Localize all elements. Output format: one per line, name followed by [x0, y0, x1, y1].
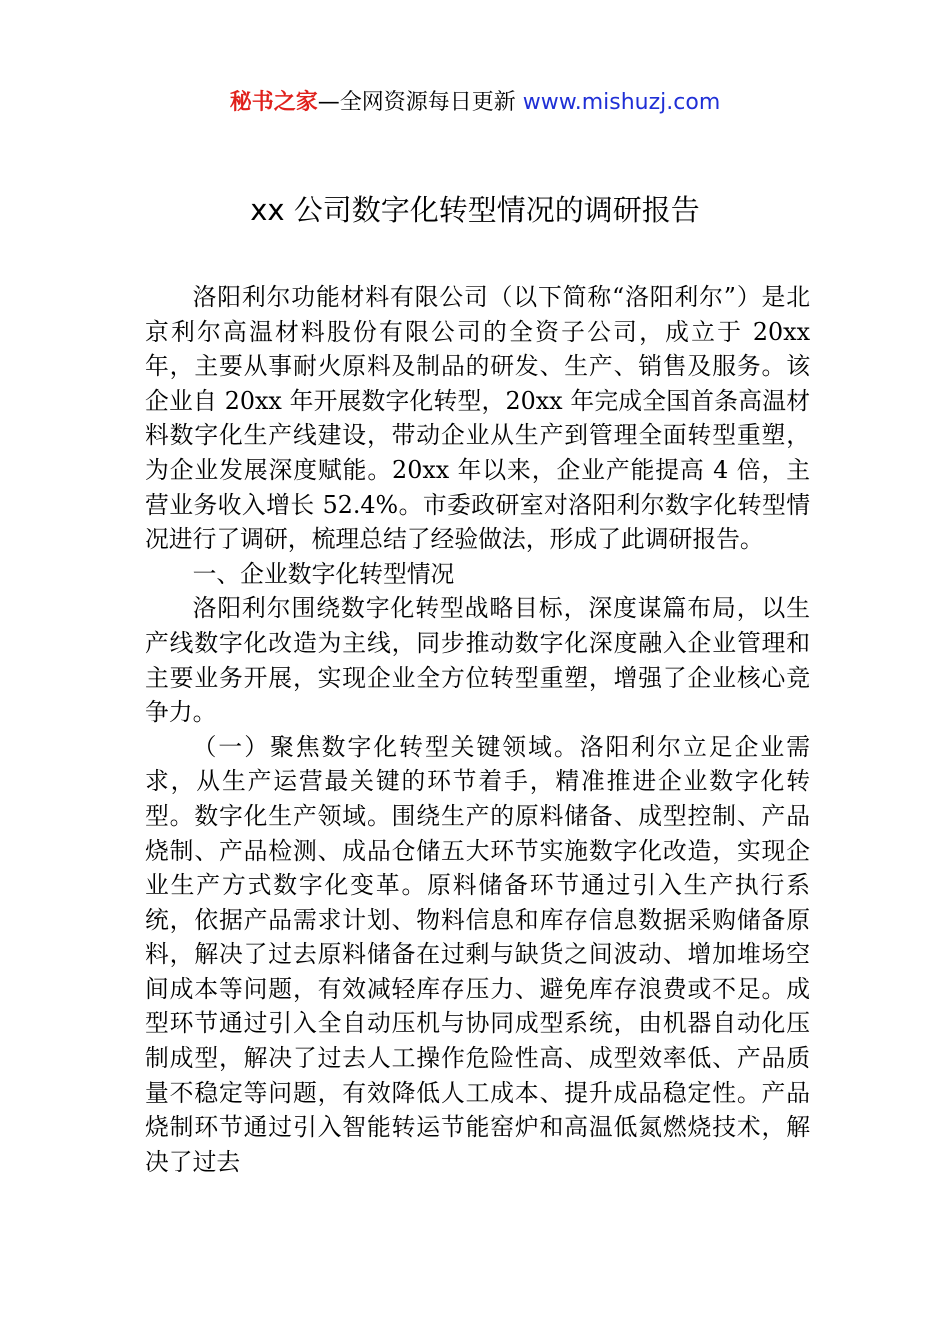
header-tagline: —全网资源每日更新: [317, 90, 523, 115]
paragraph-key-areas: （一）聚焦数字化转型关键领域。洛阳利尔立足企业需求，从生产运营最关键的环节着手，精准推进企业数字化转型。数字化生产领域。围绕生产的原料储备、成型控制、产品烧制、产品检测、成品仓储五大环节实施数字化改造，实现企业生产方式数字化变革。原料储备环节通过引入生产执行系统，依据产品需求计划、物料信息和库存信息数据采购储备原料，解决了过去原料储备在过剩与缺货之间波动、增加堆场空间成本等问题，有效减轻库存压力、避免库存浪费或不足。成型环节通过引入全自动压机与协同成型系统，由机器自动化压制成型，解决了过去人工操作危险性高、成型效率低、产品质量不稳定等问题，有效降低人工成本、提升成品稳定性。产品烧制环节通过引入智能转运节能窑炉和高温低氮燃烧技术，解决了过去: [145, 732, 810, 1176]
document-title: xx 公司数字化转型情况的调研报告: [250, 193, 700, 227]
paragraph-overview: 洛阳利尔围绕数字化转型战略目标，深度谋篇布局，以生产线数字化改造为主线，同步推动数字化深度融入企业管理和主要业务开展，实现企业全方位转型重塑，增强了企业核心竞争力。: [145, 594, 810, 727]
section-heading-1: 一、企业数字化转型情况: [192, 559, 455, 588]
brand-name: 秘书之家: [229, 90, 318, 115]
site-url-link[interactable]: www.mishuzj.com: [522, 90, 721, 115]
paragraph-intro: 洛阳利尔功能材料有限公司（以下简称“洛阳利尔”）是北京利尔高温材料股份有限公司的全资子公司，成立于 20xx 年，主要从事耐火原料及制品的研发、生产、销售及服务。该企业自 20xx 年开展数字化转型，20xx 年完成全国首条高温材料数字化生产线建设，带动企业从生产到管理全面转型重塑，为企业发展深度赋能。20xx 年以来，企业产能提高 4 倍，主营业务收入增长 52.4%。市委政研室对洛阳利尔数字化转型情况进行了调研，梳理总结了经验做法，形成了此调研报告。: [145, 283, 810, 554]
site-header: [0, 86, 950, 120]
document-body: [145, 280, 810, 1179]
